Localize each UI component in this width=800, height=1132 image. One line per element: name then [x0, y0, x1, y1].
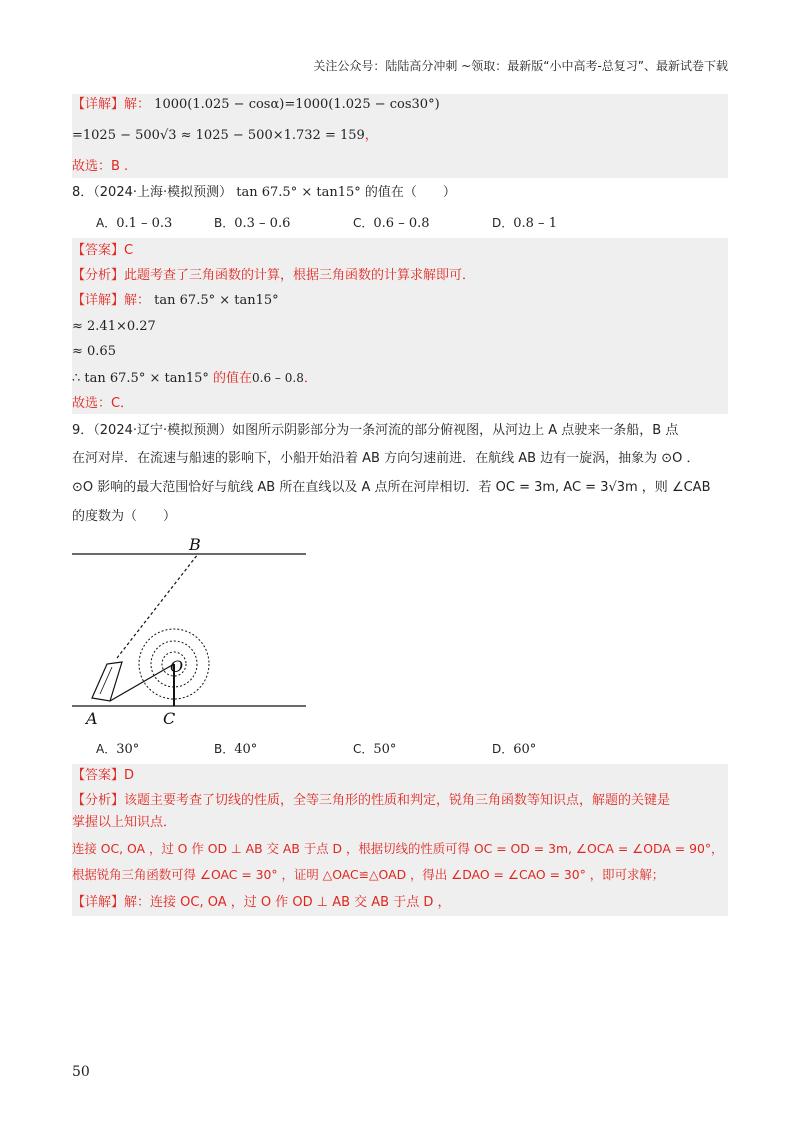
option-letter: D．: [492, 216, 514, 230]
q7-eq-2: =1025 − 500√3 ≈ 1025 − 500×1.732 = 159: [72, 128, 365, 143]
q9-stem-3: ⊙O 影响的最大范围恰好与航线 AB 所在直线以及 A 点所在河岸相切．若 OC = 3m, AC = 3√3m ，则 ∠CAB: [72, 480, 711, 495]
header-note: 关注公众号：陆陆高分冲刺 ~领取：最新版“小中高考-总复习”、最新试卷下载: [313, 59, 728, 73]
q7-choice: 故选：B .: [72, 159, 129, 174]
q8-option-c: [353, 214, 430, 231]
q8-d4-text: 的值在: [213, 371, 253, 386]
q8-d4-range: 0.6 – 0.8: [252, 371, 304, 385]
q8-suffix: 的值在（ ）: [364, 185, 456, 200]
label-o: O: [170, 657, 184, 676]
option-value: 30°: [116, 742, 140, 757]
boat-shape: [92, 662, 122, 701]
q8-option-d: [492, 214, 557, 231]
option-letter: D．: [492, 742, 514, 756]
q7-detail-line-1: [72, 96, 440, 114]
label-b: B: [189, 536, 201, 554]
q9-detail: 【详解】解：连接 OC, OA ，过 O 作 OD ⊥ AB 交 AB 于点 D ，: [72, 895, 451, 910]
q8-d4-end: ．: [303, 371, 317, 386]
option-letter: B．: [214, 742, 235, 756]
option-letter: A．: [96, 216, 117, 230]
option-value: 50°: [373, 742, 397, 757]
q9-option-a: [96, 740, 139, 757]
q9-stem-4: 的度数为（ ）: [72, 509, 177, 524]
q9-analysis-1: 【分析】该题主要考查了切线的性质，全等三角形的性质和判定，锐角三角函数等知识点，解题的关键是: [72, 793, 671, 808]
q8-expr: tan 67.5° × tan15°: [236, 185, 361, 200]
q8-choice: 故选：C．: [72, 396, 134, 411]
q9-option-c: [353, 740, 396, 757]
q7-detail-line-2: [72, 127, 378, 145]
q8-source: （2024·上海·模拟预测）: [93, 185, 233, 200]
comma: ，: [364, 128, 378, 143]
label-a: A: [86, 709, 98, 728]
detail-prefix: 解：: [124, 97, 151, 112]
route-ab: [117, 554, 198, 658]
q7-eq-1: 1000(1.025 − cosα)=1000(1.025 − cos30°): [154, 97, 440, 112]
label-c: C: [163, 709, 176, 728]
option-value: 60°: [513, 742, 537, 757]
q8-answer: 【答案】C: [72, 243, 134, 258]
option-letter: C．: [353, 742, 374, 756]
q8-stem: [72, 184, 456, 202]
q8-number: 8．: [72, 185, 94, 200]
q8-d3: ≈ 0.65: [72, 344, 116, 359]
river-figure: [72, 536, 312, 731]
q8-d4: [72, 369, 317, 388]
detail-label: 【详解】: [72, 97, 125, 112]
detail-prefix: 解：: [124, 293, 151, 308]
page-number: 50: [72, 1064, 90, 1080]
q9-analysis-2: 掌握以上知识点．: [72, 815, 177, 830]
q8-detail-line-1: [72, 292, 279, 310]
q8-option-a: [96, 214, 172, 231]
q8-d4-expr: ∴ tan 67.5° × tan15°: [72, 371, 209, 386]
q9-analysis-4: 根据锐角三角函数可得 ∠OAC = 30° ，证明 △OAC≌△OAD ，得出 ∠DAO = ∠CAO = 30° ，即可求解；: [72, 867, 665, 882]
option-value: 0.1 – 0.3: [116, 216, 173, 231]
option-value: 40°: [234, 742, 258, 757]
q8-option-b: [214, 214, 290, 231]
option-value: 0.8 – 1: [513, 216, 557, 231]
q9-stem-2: 在河对岸．在流速与船速的影响下，小船开始沿着 AB 方向匀速前进．在航线 AB 边有一旋涡，抽象为 ⊙O ．: [72, 451, 700, 466]
q9-analysis-3: 连接 OC, OA ，过 O 作 OD ⊥ AB 交 AB 于点 D ，根据切线的性质可得 OC = OD = 3m, ∠OCA = ∠ODA = 90°，: [72, 841, 724, 856]
q9-stem-1: 9．（2024·辽宁·模拟预测）如图所示阴影部分为一条河流的部分俯视图，从河边上 A 点驶来一条船，B 点: [72, 423, 679, 438]
option-value: 0.6 – 0.8: [373, 216, 430, 231]
q9-option-b: [214, 740, 257, 757]
option-letter: B．: [214, 216, 235, 230]
q8-analysis: 【分析】此题考查了三角函数的计算，根据三角函数的计算求解即可．: [72, 268, 476, 283]
option-value: 0.3 – 0.6: [234, 216, 291, 231]
q8-d1: tan 67.5° × tan15°: [154, 293, 279, 308]
option-letter: A．: [96, 742, 117, 756]
q9-option-d: [492, 740, 536, 757]
option-letter: C．: [353, 216, 374, 230]
detail-label: 【详解】: [72, 293, 125, 308]
q8-d2: ≈ 2.41×0.27: [72, 319, 156, 334]
q9-answer: 【答案】D: [72, 768, 135, 783]
